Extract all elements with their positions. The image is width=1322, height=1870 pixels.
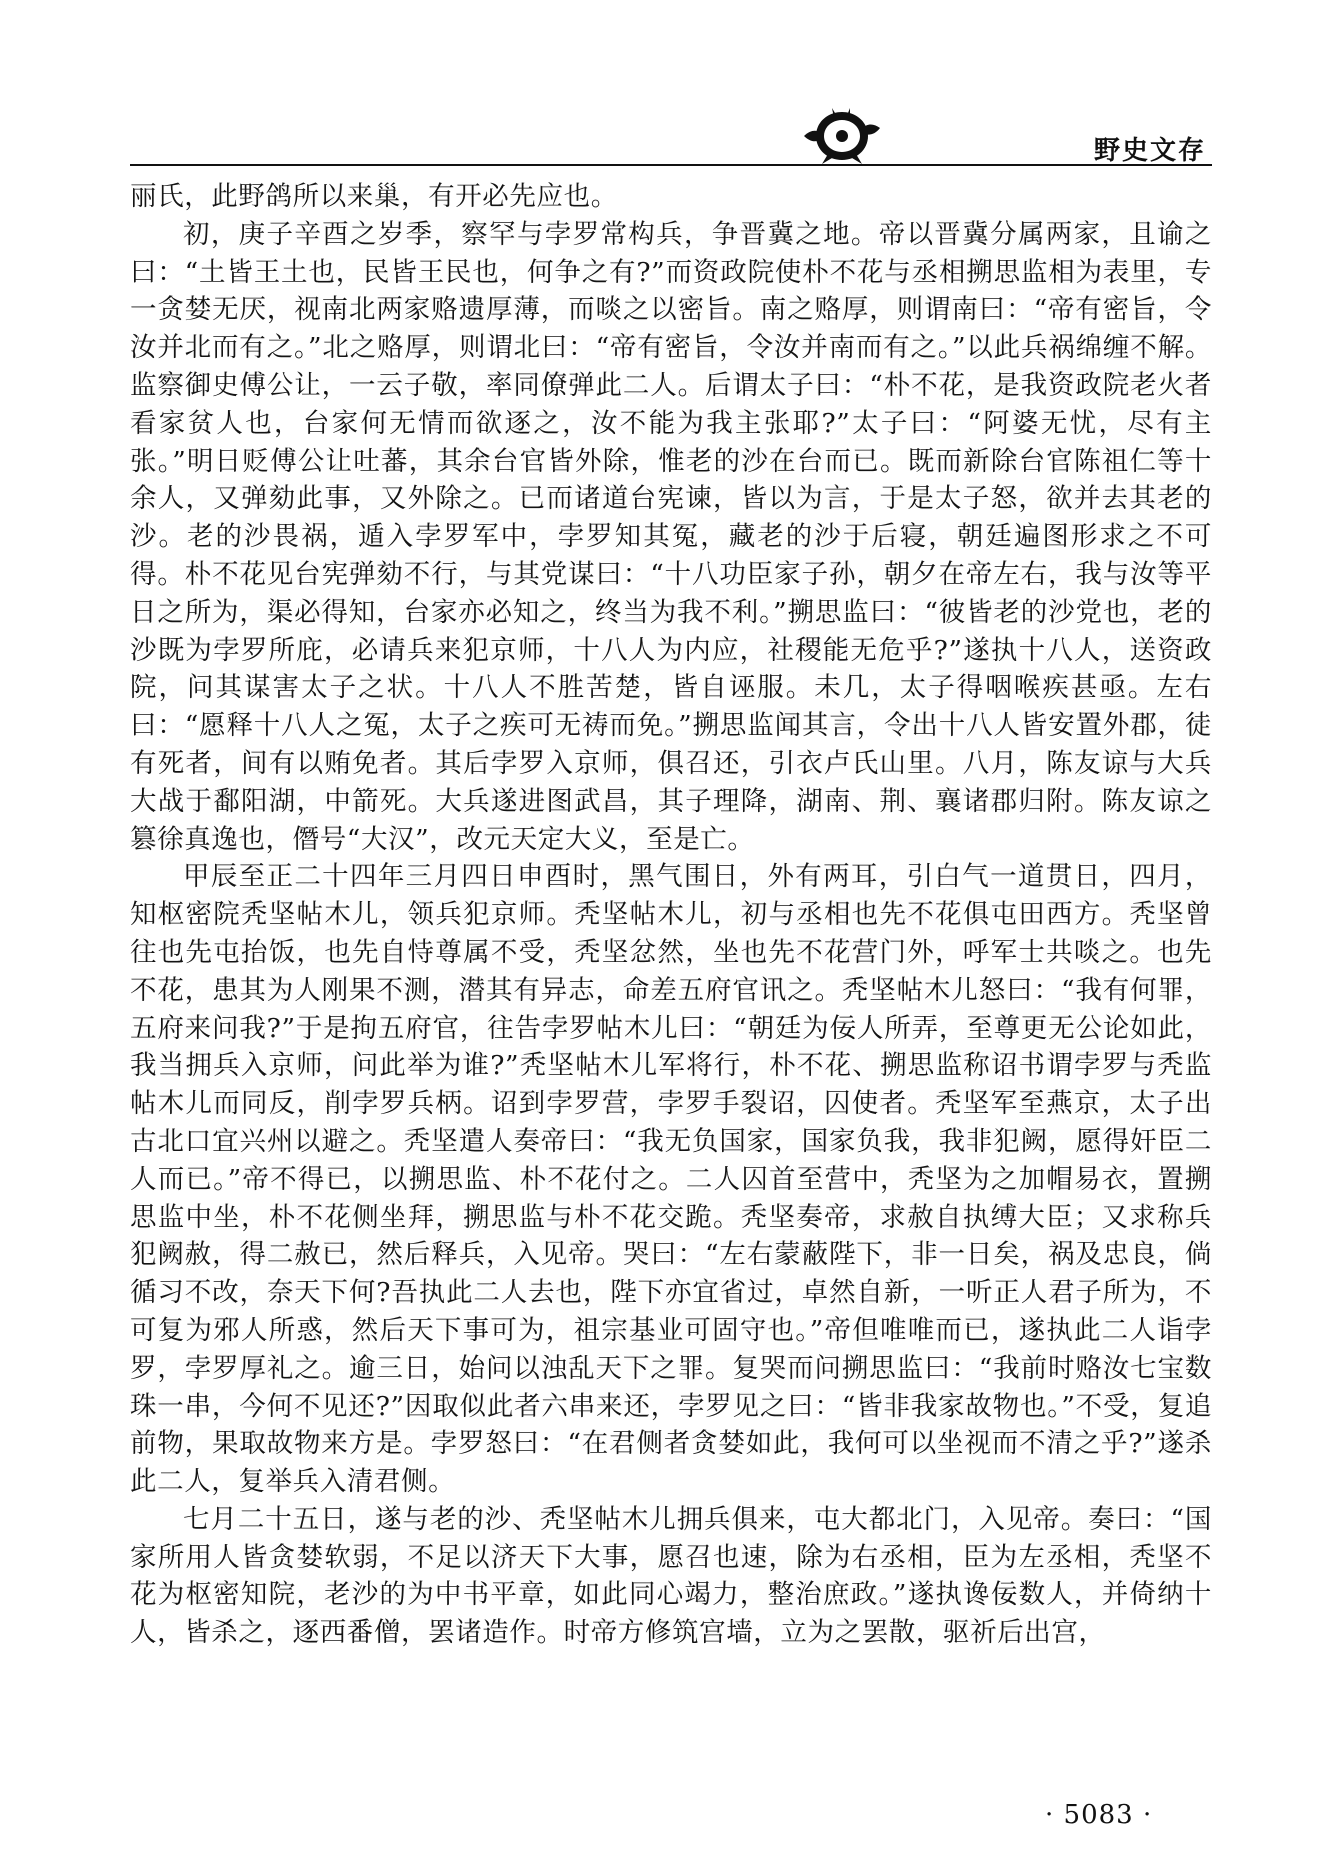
running-header [130, 106, 1212, 166]
header-rule [130, 164, 1212, 166]
page-number: · 5083 · [1045, 1800, 1153, 1830]
dragon-emblem-icon [798, 106, 886, 164]
series-title: 野史文存 [1093, 136, 1206, 166]
body-text [130, 178, 1212, 1652]
paragraph: 七月二十五日，遂与老的沙、秃坚帖木儿拥兵俱来，屯大都北门，入见帝。奏曰：“国家所用人皆贪婪软弱，不足以济天下大事，愿召也速，除为右丞相，臣为左丞相，秃坚不花为枢密知院，老沙的为中书平章，如此同心竭力，整治庶政。”遂执谗佞数人，并倚纳十人，皆杀之，逐西番僧，罢诸造作。时帝方修筑宫墙，立为之罢散，驱祈后出宫， [130, 1503, 1212, 1649]
paragraph: 丽氏，此野鸽所以来巢，有开必先应也。 [130, 181, 618, 212]
paragraph: 初，庚子辛酉之岁季，察罕与孛罗常构兵，争晋冀之地。帝以晋冀分属两家，且谕之曰：“土皆王土也，民皆王民也，何争之有?”而资政院使朴不花与丞相搠思监相为表里，专一贪婪无厌，视南北两家赂遗厚薄，而啖之以密旨。南之赂厚，则谓南曰：“帝有密旨，令汝并北而有之。”北之赂厚，则谓北曰：“帝有密旨，令汝并南而有之。”以此兵祸绵缠不解。监察御史傅公让，一云子敬，率同僚弹此二人。后谓太子曰：“朴不花，是我资政院老火者看家贫人也，台家何无情而欲逐之，汝不能为我主张耶?”太子曰：“阿婆无忧，尽有主张。”明日贬傅公让吐蕃，其余台官皆外除，惟老的沙在台而已。既而新除台官陈祖仁等十余人，又弹劾此事，又外除之。已而诸道台宪谏，皆以为言，于是太子怒，欲并去其老的沙。老的沙畏祸，遁入孛罗军中，孛罗知其冤，藏老的沙于后寝，朝廷遍图形求之不可得。朴不花见台宪弹劾不行，与其党谋曰：“十八功臣家子孙，朝夕在帝左右，我与汝等平日之所为，渠必得知，台家亦必知之，终当为我不利。”搠思监曰：“彼皆老的沙党也，老的沙既为孛罗所庇，必请兵来犯京师，十八人为内应，社稷能无危乎?”遂执十八人，送资政院，问其谋害太子之状。十八人不胜苦楚，皆自诬服。未几，太子得咽喉疾甚亟。左右曰：“愿释十八人之冤，太子之疾可无祷而免。”搠思监闻其言，令出十八人皆安置外郡，徒有死者，间有以贿免者。其后孛罗入京师，俱召还，引衣卢氏山里。八月，陈友谅与大兵大战于鄱阳湖，中箭死。大兵遂进图武昌，其子理降，湖南、荆、襄诸郡归附。陈友谅之篡徐真逸也，僭号“大汉”，改元天定大义，至是亡。 [130, 218, 1212, 855]
paragraph: 甲辰至正二十四年三月四日申酉时，黑气围日，外有两耳，引白气一道贯日，四月，知枢密院秃坚帖木儿，领兵犯京师。秃坚帖木儿，初与丞相也先不花俱屯田西方。秃坚曾往也先屯抬饭，也先自恃尊属不受，秃坚忿然，坐也先不花营门外，呼军士共啖之。也先不花，患其为人刚果不测，潜其有异志，命差五府官讯之。秃坚帖木儿怒曰：“我有何罪，五府来问我?”于是拘五府官，往告孛罗帖木儿曰：“朝廷为佞人所弄，至尊更无公论如此，我当拥兵入京师，问此举为谁?”秃坚帖木儿军将行，朴不花、搠思监称诏书谓孛罗与秃监帖木儿而同反，削孛罗兵柄。诏到孛罗营，孛罗手裂诏，囚使者。秃坚军至燕京，太子出古北口宜兴州以避之。秃坚遣人奏帝曰：“我无负国家，国家负我，我非犯阙，愿得奸臣二人而已。”帝不得已，以搠思监、朴不花付之。二人囚首至营中，秃坚为之加帽易衣，置搠思监中坐，朴不花侧坐拜，搠思监与朴不花交跪。秃坚奏帝，求赦自执缚大臣；又求称兵犯阙赦，得二赦已，然后释兵，入见帝。哭曰：“左右蒙蔽陛下，非一日矣，祸及忠良，倘循习不改，奈天下何?吾执此二人去也，陛下亦宜省过，卓然自新，一听正人君子所为，不可复为邪人所惑，然后天下事可为，祖宗基业可固守也。”帝但唯唯而已，遂执此二人诣孛罗，孛罗厚礼之。逾三日，始问以浊乱天下之罪。复哭而问搠思监曰：“我前时赂汝七宝数珠一串，今何不见还?”因取似此者六串来还，孛罗见之曰：“皆非我家故物也。”不受，复追前物，果取故物来方是。孛罗怒曰：“在君侧者贪婪如此，我何可以坐视而不清之乎?”遂杀此二人，复举兵入清君侧。 [130, 861, 1212, 1498]
